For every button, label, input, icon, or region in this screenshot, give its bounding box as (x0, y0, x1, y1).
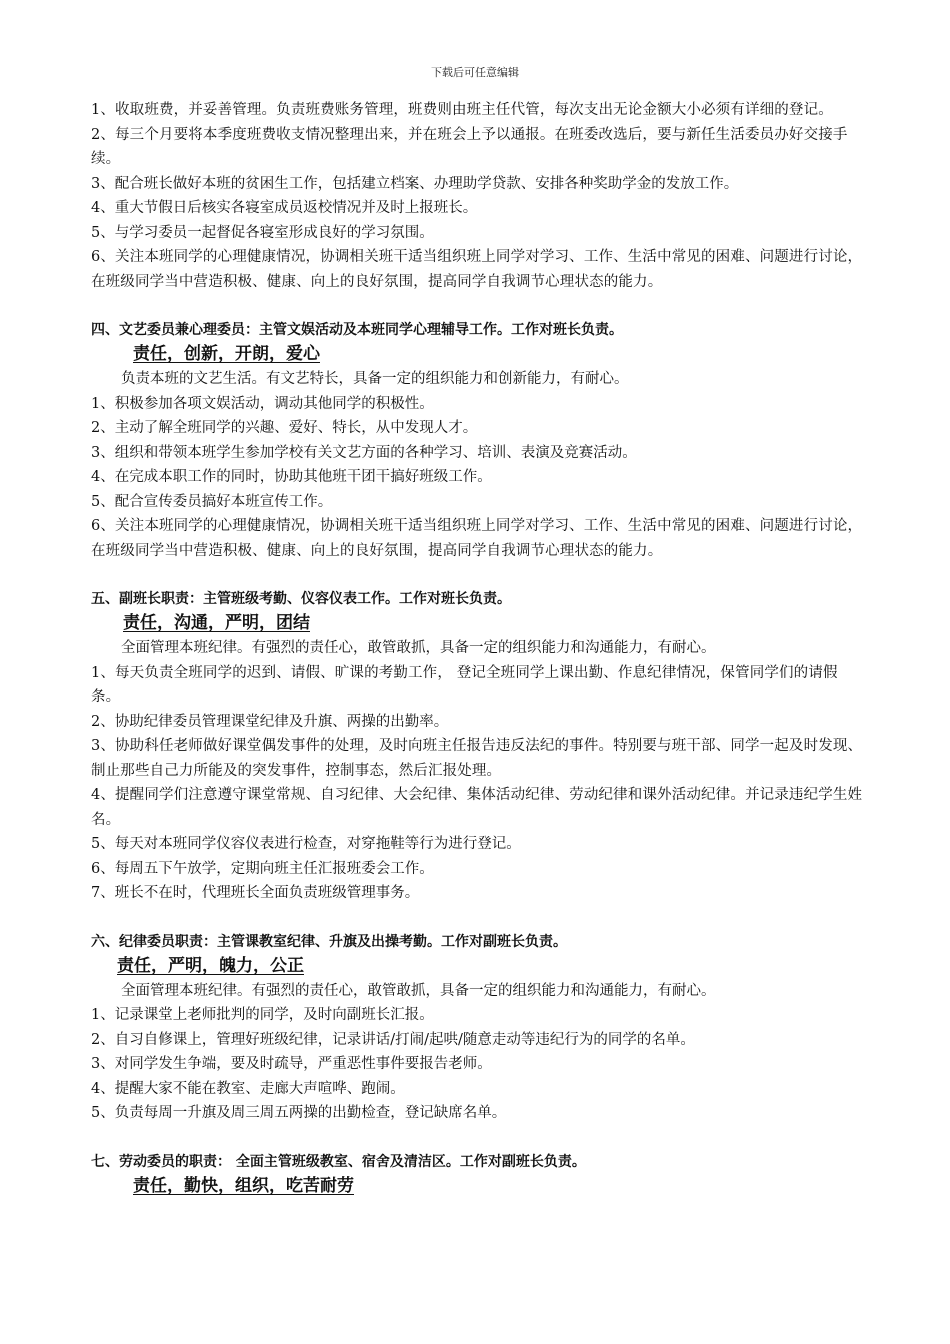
list-item: 5、每天对本班同学仪容仪表进行检查，对穿拖鞋等行为进行登记。 (91, 836, 521, 852)
list-item: 4、提醒同学们注意遵守课堂常规、自习纪律、大会纪律、集体活动纪律、劳动纪律和课外活动纪律。并记录违纪学生姓名。 (91, 787, 863, 828)
section-intro: 全面管理本班纪律。有强烈的责任心，敢管敢抓，具备一定的组织能力和沟通能力，有耐心。 (121, 640, 716, 656)
section-motto: 责任，沟通，严明，团结 (123, 613, 310, 633)
list-item: 4、在完成本职工作的同时，协助其他班干团干搞好班级工作。 (91, 469, 492, 485)
section-motto: 责任，勤快，组织，吃苦耐劳 (133, 1175, 354, 1196)
section-motto: 责任，创新，开朗，爱心 (133, 344, 320, 364)
list-item: 3、协助科任老师做好课堂偶发事件的处理，及时向班主任报告违反法纪的事件。特别要与班干部、同学一起及时发现、制止那些自己力所能及的突发事件，控制事态，然后汇报处理。 (91, 738, 863, 779)
list-item: 2、协助纪律委员管理课堂纪律及升旗、两操的出勤率。 (91, 713, 449, 730)
list-item: 2、每三个月要将本季度班费收支情况整理出来，并在班会上予以通报。在班委改选后，要与新任生活委员办好交接手续。 (91, 126, 848, 167)
section-heading: 七、劳动委员的职责： 全面主管班级教室、宿舍及清洁区。工作对副班长负责。 (91, 1153, 586, 1170)
section-heading: 五、副班长职责：主管班级考勤、仪容仪表工作。工作对班长负责。 (91, 591, 511, 607)
section-motto: 责任，严明，魄力，公正 (117, 955, 304, 976)
document-body (91, 98, 865, 1199)
page-header: 下载后可任意编辑 (431, 66, 519, 79)
section-intro: 全面管理本班纪律。有强烈的责任心，敢管敢抓，具备一定的组织能力和沟通能力，有耐心。 (121, 982, 716, 999)
list-item: 4、提醒大家不能在教室、走廊大声喧哗、跑闹。 (91, 1080, 405, 1097)
list-item: 2、主动了解全班同学的兴趣、爱好、特长，从中发现人才。 (91, 420, 478, 436)
list-item: 2、自习自修课上，管理好班级纪律，记录讲话/打闹/起哄/随意走动等违纪行为的同学的名单。 (91, 1031, 695, 1048)
section-heading: 四、文艺委员兼心理委员：主管文娱活动及本班同学心理辅导工作。工作对班长负责。 (91, 322, 623, 338)
list-item: 3、对同学发生争端，要及时疏导，严重恶性事件要报告老师。 (91, 1056, 492, 1072)
list-item: 6、关注本班同学的心理健康情况，协调相关班干适当组织班上同学对学习、工作、生活中常见的困难、问题进行讨论，在班级同学当中营造积极、健康、向上的良好氛围，提高同学自我调节心理状态的能力。 (91, 249, 863, 290)
section-4 (91, 318, 865, 563)
list-item: 5、配合宣传委员搞好本班宣传工作。 (91, 493, 333, 510)
list-item: 1、记录课堂上老师批判的同学，及时向副班长汇报。 (91, 1007, 434, 1023)
section-5 (91, 587, 865, 906)
section-7 (91, 1150, 865, 1199)
list-item: 1、每天负责全班同学的迟到、请假、旷课的考勤工作， 登记全班同学上课出勤、作息纪律情况，保管同学们的请假条。 (91, 664, 838, 705)
list-item: 5、与学习委员一起督促各寝室形成良好的学习氛围。 (91, 224, 434, 241)
section-3-list (91, 98, 865, 294)
list-item: 3、配合班长做好本班的贫困生工作，包括建立档案、办理助学贷款、安排各种奖助学金的发放工作。 (91, 175, 739, 192)
list-item: 6、关注本班同学的心理健康情况，协调相关班干适当组织班上同学对学习、工作、生活中常见的困难、问题进行讨论，在班级同学当中营造积极、健康、向上的良好氛围，提高同学自我调节心理状态的能力。 (91, 518, 863, 559)
list-item: 6、每周五下午放学，定期向班主任汇报班委会工作。 (91, 860, 434, 877)
list-item: 3、组织和带领本班学生参加学校有关文艺方面的各种学习、培训、表演及竞赛活动。 (91, 444, 637, 461)
list-item: 5、负责每周一升旗及周三周五两操的出勤检查，登记缺席名单。 (91, 1105, 507, 1121)
section-6 (91, 930, 865, 1126)
list-item: 1、积极参加各项文娱活动，调动其他同学的积极性。 (91, 395, 434, 412)
list-item: 7、班长不在时，代理班长全面负责班级管理事务。 (91, 885, 420, 901)
list-item: 4、重大节假日后核实各寝室成员返校情况并及时上报班长。 (91, 200, 478, 216)
section-intro: 负责本班的文艺生活。有文艺特长，具备一定的组织能力和创新能力，有耐心。 (121, 371, 629, 387)
list-item: 1、收取班费，并妥善管理。负责班费账务管理，班费则由班主任代管，每次支出无论金额大小必须有详细的登记。 (91, 102, 833, 118)
section-heading: 六、纪律委员职责：主管课教室纪律、升旗及出操考勤。工作对副班长负责。 (91, 933, 567, 950)
